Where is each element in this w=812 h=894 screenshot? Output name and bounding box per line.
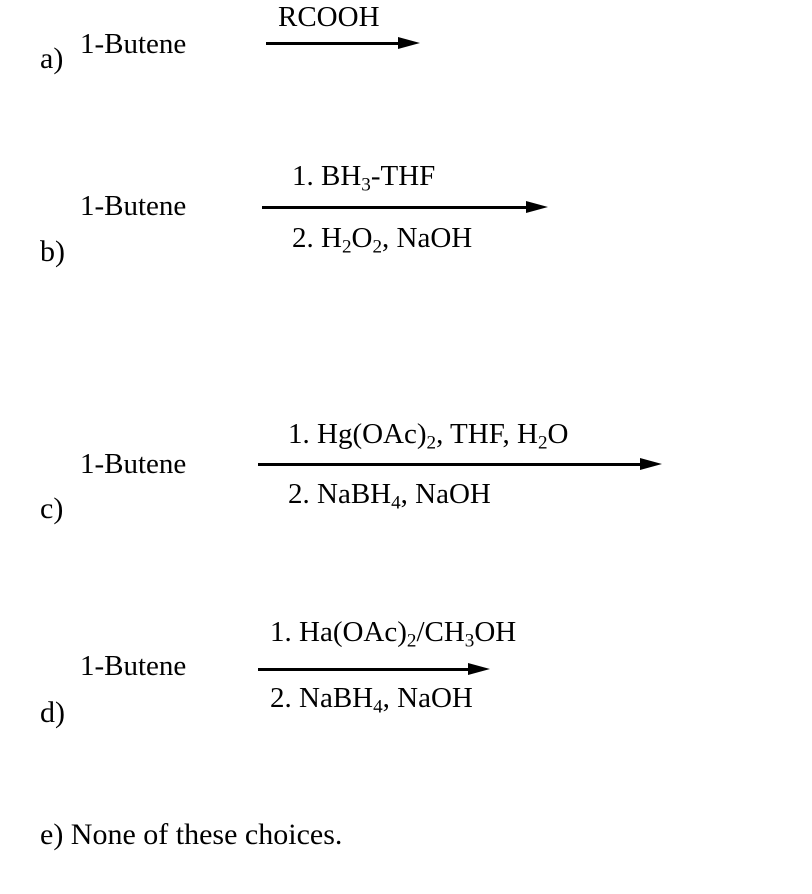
option-d-label: d): [40, 696, 65, 729]
option-c-label: c): [40, 492, 64, 525]
option-c-reaction-arrow: [258, 463, 644, 466]
option-c-reagent-above: 1. $Hg(OAc)_2$, THF, $H_2O$: [288, 418, 569, 454]
option-a-reaction-arrow: [266, 42, 402, 45]
option-a-reactant: 1-Butene: [80, 28, 187, 60]
option-d-reactant: 1-Butene: [80, 650, 187, 682]
option-a-label: a): [40, 42, 64, 75]
option-e-text: e) None of these choices.: [40, 818, 343, 851]
option-c-reactant: 1-Butene: [80, 448, 187, 480]
option-c-reagent-below: 2. NaBH$_4$, NaOH: [288, 478, 491, 514]
option-d-reagent-above: 1. $Ha(OAc)_2/CH_3OH$: [270, 616, 517, 652]
option-a-reagent-above: RCOOH: [278, 1, 380, 33]
option-b-reaction-arrow: [262, 206, 530, 209]
option-b-reagent-above: 1. $BH_3$-THF: [292, 160, 436, 196]
option-b-reactant: 1-Butene: [80, 190, 187, 222]
option-d-reagent-below: 2. NaBH$_4$, NaOH: [270, 682, 473, 718]
option-b-label: b): [40, 235, 65, 268]
option-b-reagent-below: 2. $H_2O_2$, NaOH: [292, 222, 473, 258]
option-d-reaction-arrow: [258, 668, 472, 671]
